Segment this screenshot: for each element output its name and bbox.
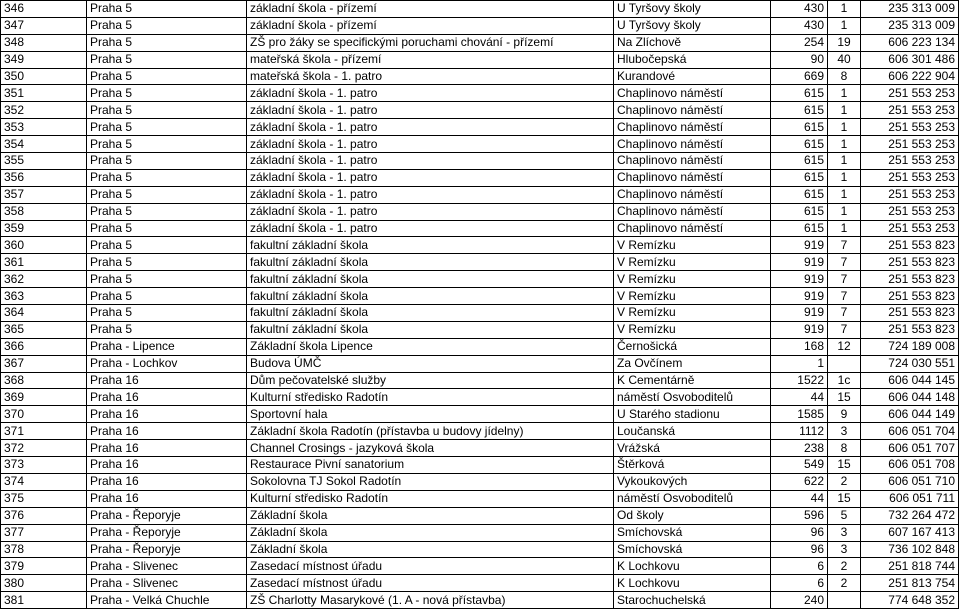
street-cell: U Tyršovy školy [614,1,771,18]
street-cell: Chaplinovo náměstí [614,102,771,119]
orientation-number-cell: 2 [828,558,861,575]
street-cell: V Remízku [614,254,771,271]
house-number-cell: 615 [771,85,828,102]
orientation-number-cell: 7 [828,237,861,254]
district-cell: Praha 5 [87,305,247,322]
place-description-cell: základní škola - přízemí [247,1,614,18]
place-description-cell: základní škola - 1. patro [247,169,614,186]
orientation-number-cell: 1 [828,153,861,170]
phone-cell: 251 553 253 [861,136,959,153]
house-number-cell: 622 [771,473,828,490]
place-description-cell: základní škola - 1. patro [247,220,614,237]
street-cell: Za Ovčínem [614,355,771,372]
row-number-cell: 356 [1,169,87,186]
orientation-number-cell: 15 [828,389,861,406]
district-cell: Praha - Lochkov [87,355,247,372]
orientation-number-cell: 15 [828,457,861,474]
table-row [1,507,959,524]
street-cell: Štěrková [614,457,771,474]
district-cell: Praha - Lipence [87,338,247,355]
house-number-cell: 615 [771,169,828,186]
row-number-cell: 358 [1,203,87,220]
place-description-cell: Zasedací místnost úřadu [247,575,614,592]
phone-cell: 606 051 704 [861,423,959,440]
street-cell: Chaplinovo náměstí [614,119,771,136]
place-description-cell: Základní škola [247,541,614,558]
orientation-number-cell: 15 [828,490,861,507]
house-number-cell: 430 [771,17,828,34]
row-number-cell: 352 [1,102,87,119]
orientation-number-cell: 1 [828,1,861,18]
house-number-cell: 919 [771,305,828,322]
row-number-cell: 360 [1,237,87,254]
district-cell: Praha 5 [87,321,247,338]
orientation-number-cell: 8 [828,68,861,85]
street-cell: Starochuchelská [614,592,771,609]
table-row [1,490,959,507]
district-cell: Praha 5 [87,220,247,237]
row-number-cell: 378 [1,541,87,558]
row-number-cell: 379 [1,558,87,575]
phone-cell: 251 553 253 [861,119,959,136]
street-cell: Smíchovská [614,541,771,558]
place-description-cell: Základní škola [247,507,614,524]
phone-cell: 251 553 823 [861,254,959,271]
place-description-cell: základní škola - 1. patro [247,203,614,220]
row-number-cell: 350 [1,68,87,85]
row-number-cell: 375 [1,490,87,507]
table-row [1,372,959,389]
house-number-cell: 168 [771,338,828,355]
place-description-cell: Sokolovna TJ Sokol Radotín [247,473,614,490]
place-description-cell: mateřská škola - 1. patro [247,68,614,85]
phone-cell: 736 102 848 [861,541,959,558]
district-cell: Praha 5 [87,237,247,254]
phone-cell: 732 264 472 [861,507,959,524]
table-row [1,68,959,85]
district-cell: Praha 5 [87,271,247,288]
district-cell: Praha - Velká Chuchle [87,592,247,609]
phone-cell: 606 044 148 [861,389,959,406]
house-number-cell: 1112 [771,423,828,440]
district-cell: Praha 16 [87,440,247,457]
phone-cell: 251 553 253 [861,102,959,119]
orientation-number-cell: 2 [828,575,861,592]
house-number-cell: 919 [771,254,828,271]
phone-cell: 606 051 707 [861,440,959,457]
row-number-cell: 374 [1,473,87,490]
place-description-cell: fakultní základní škola [247,305,614,322]
table-row [1,288,959,305]
phone-cell: 774 648 352 [861,592,959,609]
row-number-cell: 377 [1,524,87,541]
house-number-cell: 615 [771,186,828,203]
table-row [1,136,959,153]
place-description-cell: základní škola - 1. patro [247,153,614,170]
district-cell: Praha 5 [87,51,247,68]
house-number-cell: 44 [771,389,828,406]
table-row [1,457,959,474]
phone-cell: 607 167 413 [861,524,959,541]
row-number-cell: 346 [1,1,87,18]
street-cell: Chaplinovo náměstí [614,169,771,186]
orientation-number-cell: 1 [828,186,861,203]
orientation-number-cell: 1 [828,220,861,237]
district-cell: Praha - Slivenec [87,558,247,575]
house-number-cell: 6 [771,558,828,575]
district-cell: Praha 5 [87,288,247,305]
place-description-cell: Kulturní středisko Radotín [247,389,614,406]
house-number-cell: 615 [771,119,828,136]
street-cell: náměstí Osvoboditelů [614,490,771,507]
orientation-number-cell: 3 [828,423,861,440]
place-description-cell: fakultní základní škola [247,321,614,338]
house-number-cell: 919 [771,237,828,254]
house-number-cell: 919 [771,321,828,338]
street-cell: K Lochkovu [614,558,771,575]
table-row [1,254,959,271]
table-row [1,220,959,237]
house-number-cell: 1 [771,355,828,372]
row-number-cell: 381 [1,592,87,609]
house-number-cell: 6 [771,575,828,592]
district-cell: Praha 5 [87,153,247,170]
place-description-cell: fakultní základní škola [247,237,614,254]
phone-cell: 251 553 253 [861,186,959,203]
table-body [1,1,959,609]
district-cell: Praha 16 [87,389,247,406]
orientation-number-cell: 1 [828,17,861,34]
phone-cell: 235 313 009 [861,1,959,18]
street-cell: V Remízku [614,271,771,288]
orientation-number-cell: 1 [828,119,861,136]
orientation-number-cell: 7 [828,321,861,338]
phone-cell: 251 553 823 [861,288,959,305]
orientation-number-cell: 19 [828,34,861,51]
place-description-cell: fakultní základní škola [247,288,614,305]
district-cell: Praha - Řeporyje [87,507,247,524]
house-number-cell: 615 [771,136,828,153]
house-number-cell: 596 [771,507,828,524]
district-cell: Praha 16 [87,457,247,474]
place-description-cell: Dům pečovatelské služby [247,372,614,389]
phone-cell: 606 044 149 [861,406,959,423]
phone-cell: 251 553 253 [861,153,959,170]
table-row [1,237,959,254]
district-cell: Praha 16 [87,372,247,389]
district-cell: Praha 5 [87,136,247,153]
district-cell: Praha 5 [87,34,247,51]
street-cell: Vrážská [614,440,771,457]
house-number-cell: 549 [771,457,828,474]
row-number-cell: 373 [1,457,87,474]
place-description-cell: fakultní základní škola [247,271,614,288]
street-cell: Od školy [614,507,771,524]
phone-cell: 606 044 145 [861,372,959,389]
phone-cell: 251 553 253 [861,203,959,220]
place-description-cell: základní škola - přízemí [247,17,614,34]
district-cell: Praha 5 [87,17,247,34]
orientation-number-cell: 1 [828,169,861,186]
street-cell: Chaplinovo náměstí [614,153,771,170]
table-row [1,34,959,51]
district-cell: Praha 5 [87,254,247,271]
place-description-cell: ZŠ pro žáky se specifickými poruchami chování - přízemí [247,34,614,51]
row-number-cell: 376 [1,507,87,524]
street-cell: Chaplinovo náměstí [614,186,771,203]
place-description-cell: Sportovní hala [247,406,614,423]
row-number-cell: 362 [1,271,87,288]
street-cell: náměstí Osvoboditelů [614,389,771,406]
phone-cell: 251 553 823 [861,271,959,288]
table-row [1,423,959,440]
table-row [1,85,959,102]
orientation-number-cell: 40 [828,51,861,68]
orientation-number-cell [828,355,861,372]
phone-cell: 251 813 754 [861,575,959,592]
phone-cell: 724 030 551 [861,355,959,372]
row-number-cell: 351 [1,85,87,102]
district-cell: Praha 16 [87,406,247,423]
place-description-cell: Základní škola Lipence [247,338,614,355]
place-description-cell: základní škola - 1. patro [247,85,614,102]
street-cell: K Cementárně [614,372,771,389]
place-description-cell: Channel Crosings - jazyková škola [247,440,614,457]
district-cell: Praha 5 [87,169,247,186]
house-number-cell: 615 [771,203,828,220]
table-row [1,203,959,220]
row-number-cell: 367 [1,355,87,372]
row-number-cell: 371 [1,423,87,440]
place-description-cell: mateřská škola - přízemí [247,51,614,68]
place-description-cell: fakultní základní škola [247,254,614,271]
house-number-cell: 615 [771,102,828,119]
table-row [1,355,959,372]
street-cell: V Remízku [614,237,771,254]
orientation-number-cell: 3 [828,541,861,558]
house-number-cell: 919 [771,288,828,305]
district-cell: Praha 5 [87,1,247,18]
orientation-number-cell: 1c [828,372,861,389]
street-cell: Smíchovská [614,524,771,541]
district-cell: Praha - Řeporyje [87,541,247,558]
row-number-cell: 368 [1,372,87,389]
phone-cell: 235 313 009 [861,17,959,34]
table-row [1,51,959,68]
phone-cell: 251 553 253 [861,169,959,186]
house-number-cell: 1585 [771,406,828,423]
house-number-cell: 238 [771,440,828,457]
street-cell: Kurandové [614,68,771,85]
row-number-cell: 370 [1,406,87,423]
row-number-cell: 359 [1,220,87,237]
street-cell: Chaplinovo náměstí [614,220,771,237]
table-row [1,473,959,490]
orientation-number-cell: 3 [828,524,861,541]
house-number-cell: 254 [771,34,828,51]
street-cell: Na Zlíchově [614,34,771,51]
phone-cell: 251 553 823 [861,305,959,322]
row-number-cell: 357 [1,186,87,203]
place-description-cell: Restaurace Pivní sanatorium [247,457,614,474]
orientation-number-cell: 7 [828,254,861,271]
district-cell: Praha 5 [87,203,247,220]
street-cell: K Lochkovu [614,575,771,592]
orientation-number-cell: 1 [828,102,861,119]
house-number-cell: 90 [771,51,828,68]
phone-cell: 724 189 008 [861,338,959,355]
place-description-cell: Základní škola Radotín (přístavba u budovy jídelny) [247,423,614,440]
street-cell: Černošická [614,338,771,355]
orientation-number-cell: 5 [828,507,861,524]
district-cell: Praha 5 [87,119,247,136]
orientation-number-cell: 7 [828,305,861,322]
orientation-number-cell: 12 [828,338,861,355]
house-number-cell: 615 [771,220,828,237]
row-number-cell: 361 [1,254,87,271]
district-cell: Praha 5 [87,85,247,102]
orientation-number-cell: 8 [828,440,861,457]
district-cell: Praha 16 [87,490,247,507]
table-row [1,558,959,575]
table-row [1,321,959,338]
house-number-cell: 1522 [771,372,828,389]
place-description-cell: Základní škola [247,524,614,541]
street-cell: V Remízku [614,305,771,322]
house-number-cell: 240 [771,592,828,609]
place-description-cell: základní škola - 1. patro [247,119,614,136]
place-description-cell: Kulturní středisko Radotín [247,490,614,507]
row-number-cell: 353 [1,119,87,136]
table-row [1,338,959,355]
phone-cell: 251 553 823 [861,321,959,338]
orientation-number-cell: 1 [828,85,861,102]
district-cell: Praha 5 [87,186,247,203]
district-cell: Praha - Slivenec [87,575,247,592]
row-number-cell: 348 [1,34,87,51]
street-cell: U Tyršovy školy [614,17,771,34]
house-number-cell: 44 [771,490,828,507]
phone-cell: 251 553 253 [861,220,959,237]
orientation-number-cell: 7 [828,271,861,288]
table-row [1,119,959,136]
street-cell: V Remízku [614,288,771,305]
phone-cell: 251 818 744 [861,558,959,575]
row-number-cell: 354 [1,136,87,153]
place-description-cell: základní škola - 1. patro [247,136,614,153]
row-number-cell: 380 [1,575,87,592]
orientation-number-cell [828,592,861,609]
orientation-number-cell: 7 [828,288,861,305]
table-row [1,186,959,203]
table-row [1,440,959,457]
street-cell: Chaplinovo náměstí [614,85,771,102]
phone-cell: 606 051 710 [861,473,959,490]
phone-cell: 606 301 486 [861,51,959,68]
district-cell: Praha 5 [87,102,247,119]
phone-cell: 606 051 711 [861,490,959,507]
row-number-cell: 364 [1,305,87,322]
phone-cell: 606 051 708 [861,457,959,474]
table-row [1,389,959,406]
house-number-cell: 430 [771,1,828,18]
phone-cell: 251 553 823 [861,237,959,254]
table-row [1,1,959,18]
house-number-cell: 96 [771,541,828,558]
table-row [1,406,959,423]
phone-cell: 251 553 253 [861,85,959,102]
district-cell: Praha 5 [87,68,247,85]
table-row [1,17,959,34]
row-number-cell: 363 [1,288,87,305]
orientation-number-cell: 9 [828,406,861,423]
table-row [1,575,959,592]
district-cell: Praha 16 [87,473,247,490]
district-cell: Praha 16 [87,423,247,440]
street-cell: U Starého stadionu [614,406,771,423]
house-number-cell: 615 [771,153,828,170]
house-number-cell: 669 [771,68,828,85]
orientation-number-cell: 1 [828,203,861,220]
row-number-cell: 349 [1,51,87,68]
place-description-cell: ZŠ Charlotty Masarykové (1. A - nová přístavba) [247,592,614,609]
row-number-cell: 372 [1,440,87,457]
row-number-cell: 355 [1,153,87,170]
row-number-cell: 369 [1,389,87,406]
district-cell: Praha - Řeporyje [87,524,247,541]
street-cell: V Remízku [614,321,771,338]
orientation-number-cell: 1 [828,136,861,153]
table-row [1,592,959,609]
row-number-cell: 365 [1,321,87,338]
row-number-cell: 366 [1,338,87,355]
house-number-cell: 919 [771,271,828,288]
street-cell: Chaplinovo náměstí [614,136,771,153]
street-cell: Loučanská [614,423,771,440]
street-cell: Vykoukových [614,473,771,490]
table-row [1,153,959,170]
place-description-cell: Zasedací místnost úřadu [247,558,614,575]
phone-cell: 606 222 904 [861,68,959,85]
street-cell: Hlubočepská [614,51,771,68]
table-row [1,169,959,186]
phone-cell: 606 223 134 [861,34,959,51]
place-description-cell: Budova ÚMČ [247,355,614,372]
orientation-number-cell: 2 [828,473,861,490]
table-row [1,271,959,288]
table-row [1,305,959,322]
place-description-cell: základní škola - 1. patro [247,102,614,119]
place-description-cell: základní škola - 1. patro [247,186,614,203]
row-number-cell: 347 [1,17,87,34]
house-number-cell: 96 [771,524,828,541]
table-row [1,524,959,541]
table-row [1,102,959,119]
street-cell: Chaplinovo náměstí [614,203,771,220]
table-row [1,541,959,558]
